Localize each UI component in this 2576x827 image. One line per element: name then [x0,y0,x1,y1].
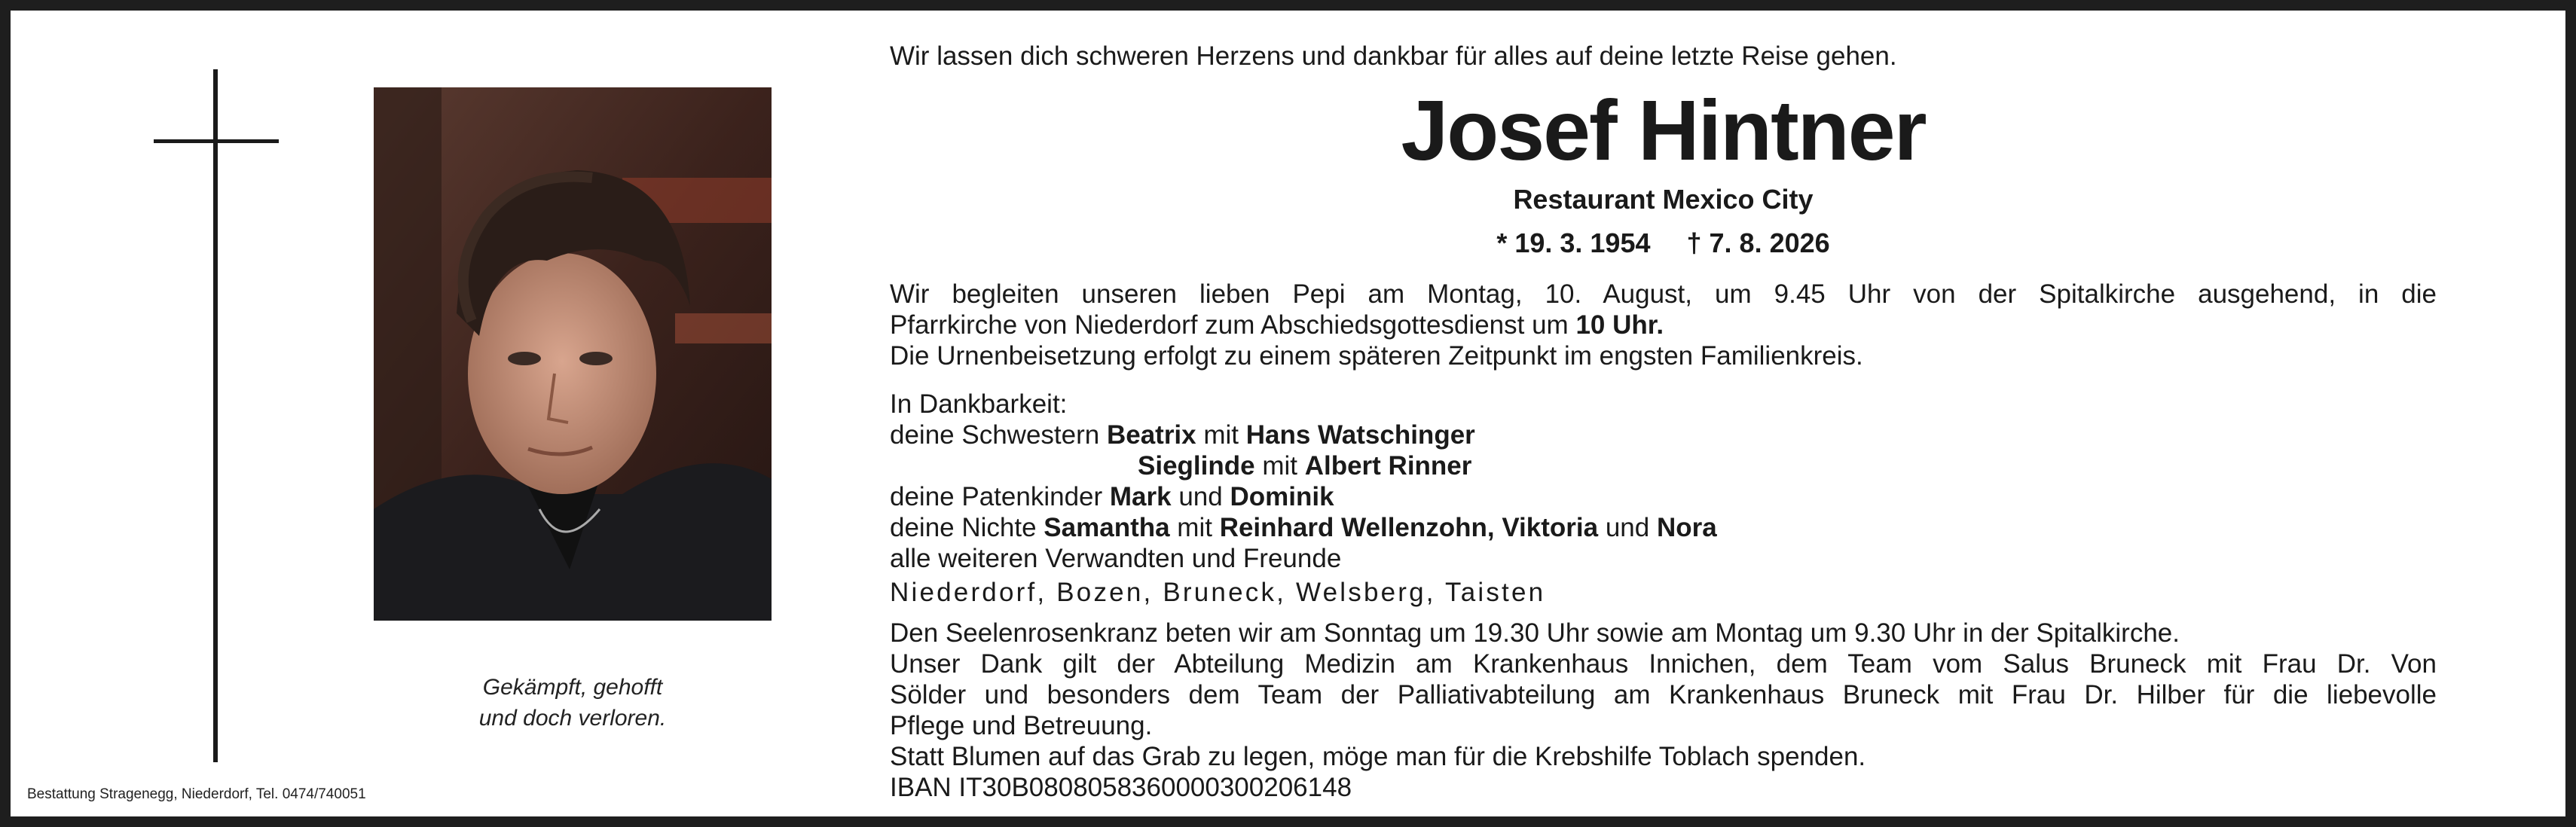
obituary-card [11,11,2565,816]
mourner-line: deine Schwestern Beatrix mit Hans Watschinger [890,420,1475,450]
mourner-line: deine Nichte Samantha mit Reinhard Wellenzohn, Viktoria und Nora [890,513,1717,542]
cross-icon [213,69,218,762]
intro-line: Wir lassen dich schweren Herzens und dankbar für alles auf deine letzte Reise gehen. [890,41,1897,71]
thanks-line: Sölder und besonders dem Team der Palliativabteilung am Krankenhaus Bruneck mit Frau Dr. Hilber für die liebevolle [890,680,2437,710]
funeral-home-footer: Bestattung Stragenegg, Niederdorf, Tel. 0474/740051 [27,786,366,802]
thanks-line: Pflege und Betreuung. [890,711,1153,740]
portrait-photo [374,87,772,621]
iban-line: IBAN IT30B0808058360000300206148 [890,773,1352,802]
thanks-line: Unser Dank gilt der Abteilung Medizin am Krankenhaus Innichen, dem Team vom Salus Bruneck mit Frau Dr. Von [890,649,2437,679]
places-line: Niederdorf, Bozen, Bruneck, Welsberg, Taisten [890,578,1546,607]
mourner-line: Sieglinde mit Albert Rinner [1138,451,1472,481]
mourners-heading: In Dankbarkeit: [890,389,1068,419]
caption-line: Gekämpft, gehofft [482,675,663,700]
restaurant-name: Restaurant Mexico City [1513,184,1814,215]
donation-line: Statt Blumen auf das Grab zu legen, möge man für die Krebshilfe Toblach spenden. [890,742,1866,771]
mourner-line: alle weiteren Verwandten und Freunde [890,544,1342,573]
rosary-line: Den Seelenrosenkranz beten wir am Sonntag um 19.30 Uhr sowie am Montag um 9.30 Uhr in der Spitalkirche. [890,618,2180,648]
cross-icon-bar [154,139,279,143]
caption-line: und doch verloren. [478,706,667,731]
caption [374,672,772,734]
deceased-name: Josef Hintner [1401,83,1926,178]
funeral-announcement [890,279,2437,371]
closing-text [890,618,2437,803]
funeral-line: Pfarrkirche von Niederdorf zum Abschiedsgottesdienst um 10 Uhr. [890,310,1664,340]
funeral-line: Wir begleiten unseren lieben Pepi am Montag, 10. August, um 9.45 Uhr von der Spitalkirche ausgehend, in die [890,279,2437,309]
life-dates [890,227,2437,258]
mourners-list [890,389,2437,574]
birth-date: * 19. 3. 1954 [1496,227,1651,258]
funeral-line: Die Urnenbeisetzung erfolgt zu einem späteren Zeitpunkt im engsten Familienkreis. [890,341,1863,371]
mourner-line: deine Patenkinder Mark und Dominik [890,482,1334,511]
death-date: † 7. 8. 2026 [1686,227,1830,258]
